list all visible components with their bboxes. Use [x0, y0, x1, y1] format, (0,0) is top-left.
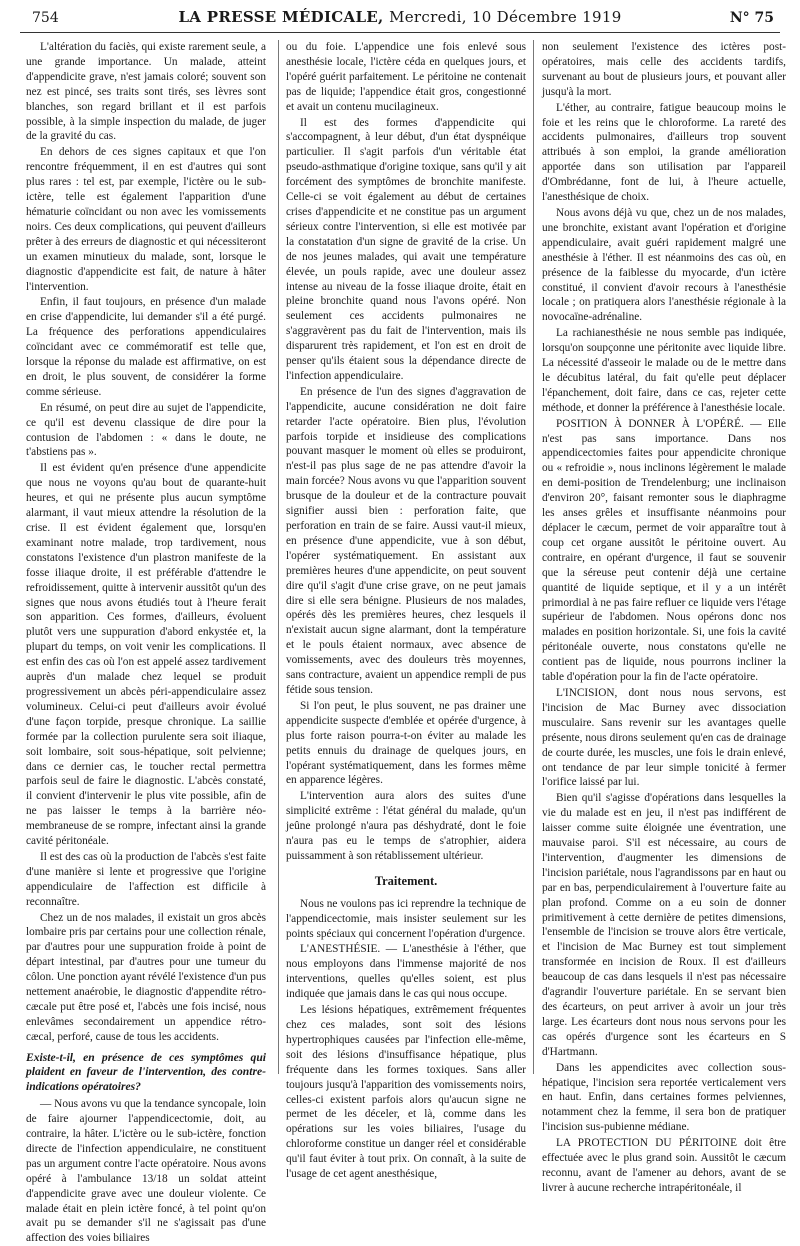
- paragraph: L'INCISION, dont nous nous servons, est l'incision de Mac Burney avec dissociation musculaire. Sans revenir sur les avantages quelle présente, nous dirons seulement qu'en cas de drainage de courte durée, les muscles, une fois le drain enlevé, ont tendance de par leur simple tonicité à fermer l'orifice laissé par lui.: [542, 686, 786, 789]
- paragraph: En dehors de ces signes capitaux et que l'on rencontre fréquemment, il en est d'autres qui sont plus rares : tel est, par exemple, l'ictère ou le sub-ictère, telle est également l'apparition d'une hématurie coïncidant ou non avec les vomissements noirs. Ces deux complications, qui peuvent d'ailleurs prêter à des erreurs de diagnostic et qui nécessiteront un examen minutieux du malade, sont, lorsque le diagnostic d'appendicite est fait, de nature à hâter l'intervention.: [26, 146, 266, 293]
- column-1: [26, 40, 266, 1245]
- paragraph: Dans les appendicites avec collection sous-hépatique, l'incision sera reportée verticalement vers en haut. Enfin, dans certaines formes pelviennes, notamment chez la femme, il sera bon de pratiquer l'incision sus-pubienne médiane.: [542, 1061, 786, 1134]
- paragraph: En présence de l'un des signes d'aggravation de l'appendicite, aucune considération ne doit faire retarder l'acte opératoire. Bien plus, l'évolution parfois torpide et insidieuse des complications pouvant masquer le moment où elles se produiront, n'est-il pas plus sage de ne pas attendre d'avoir la main forcée? Nous avons vu que l'apparition souvent brusque de la douleur et de la contracture pouvait signifier aussi bien : perforation faite, que perforation en train de se faire. Aussi vaut-il mieux, en présence d'une appendicite, vue à son début, l'opérer systématiquement. En assistant aux premières heures d'une appendicite, on peut souvent dire qu'il s'agit d'une crise grave, on ne peut jamais dire si elle sera bénigne. Plusieurs de nos malades, opérés dès les premières heures, chez lesquels il n'existait aucun signe alarmant, dont la température et le pouls étaient normaux, avec absence de vomissements, avec des douleurs très moyennes, sans contracture, avaient un appendice rempli de pus fétide sous tension.: [286, 385, 526, 696]
- page-header: [20, 6, 780, 33]
- paragraph: Enfin, il faut toujours, en présence d'un malade en crise d'appendicite, lui demander s'il a été purgé. La fréquence des perforations appendiculaires coïncidant avec ce commémoratif est telle que, lorsque la réponse du malade est affirmative, on est en droit, le plus souvent, de considérer la forme comme sérieuse.: [26, 296, 266, 398]
- page-number: 754: [32, 10, 59, 26]
- paragraph: ou du foie. L'appendice une fois enlevé sous anesthésie locale, l'ictère céda en quelques jours, et l'opéré guérit parfaitement. Le péritoine ne contenait pas de liquide; l'appendice était gros, congestionné et avait un contenu mucilagineux.: [286, 41, 526, 113]
- column-divider: [533, 40, 534, 1074]
- section-heading: Traitement.: [374, 873, 438, 888]
- journal-title: [20, 8, 780, 26]
- paragraph: Nous avons déjà vu que, chez un de nos malades, une bronchite, existant avant l'opération et d'origine appendiculaire, avait guéri rapidement malgré une anesthésie à l'éther. Il est néanmoins des cas où, en présence de la faiblesse du myocarde, d'un ictère constitué, il convient d'avoir recours à l'anesthésie locale ; on pratiquera alors l'anesthésie régionale à la novocaïne-adrénaline.: [542, 206, 786, 324]
- column-2: [286, 40, 526, 1181]
- paragraph: LA PROTECTION DU PÉRITOINE doit être effectuée avec le plus grand soin. Aussitôt le cæcum reconnu, avant de l'amener au dehors, avant de se livrer à aucune recherche intrapéritonéale, il: [542, 1137, 786, 1194]
- column-divider: [278, 40, 279, 1074]
- paragraph: L'éther, au contraire, fatigue beaucoup moins le foie et les reins que le chloroforme. La rareté des accidents pulmonaires, d'ailleurs trop souvent attribués à son emploi, la grande amélioration apportée dans son utilisation par l'appareil d'Ombrédanne, font de lui, à l'heure actuelle, l'anesthésique de choix.: [542, 101, 786, 204]
- issue-date: Mercredi, 10 Décembre 1919: [389, 8, 622, 26]
- paragraph: La rachianesthésie ne nous semble pas indiquée, lorsqu'on soupçonne une péritonite avec liquide libre. La nécessité d'asseoir le malade ou de le mettre dans le décubitus latéral, du fait qu'elle peut déplacer l'épanchement, doit faire, dans ce cas, rejeter cette méthode, et donner la préférence à l'anesthésie locale.: [542, 327, 786, 414]
- paragraph: L'altération du faciès, qui existe rarement seule, a une grande importance. Un malade, atteint d'appendicite grave, n'est jamais coloré; souvent son nez est pincé, ses traits sont tirés, ses lèvres sont blanches, son regard brillant et il est parfois possible, à la simple inspection du malade, de juger de la gravité du cas.: [26, 41, 266, 143]
- paragraph: — Nous avons vu que la tendance syncopale, loin de faire ajourner l'appendicectomie, doit, au contraire, la hâter. L'ictère ou le sub-ictère, fonction directe de l'infection appendiculaire, ne constituent pas un argument contre l'acte opératoire. Nous avons opéré à l'ambulance 13/18 un soldat atteint d'appendicite grave avec une douleur violente. Ce malade était en plein ictère foncé, à tel point qu'on avait pu se demander s'il ne s'agissait pas d'une affection des voies biliaires: [26, 1098, 266, 1245]
- paragraph: L'intervention aura alors des suites d'une simplicité extrême : l'état général du malade, qu'un jeûne prolongé n'aura pas déshydraté, dont le foie n'aura pas eu le temps de s'atrophier, aidera puissamment à son rétablissement ultérieur.: [286, 790, 526, 862]
- paragraph: Il est des cas où la production de l'abcès s'est faite d'une manière si lente et progressive que l'origine appendiculaire de l'affection est difficile à reconnaître.: [26, 850, 266, 908]
- paragraph: POSITION À DONNER À L'OPÉRÉ. — Elle n'est pas sans importance. Dans nos appendicectomies faites pour appendicite chronique ou « refroidie », nous inclinons légèrement le malade en demi-position de Trendelenburg; une inclinaison d'environ 20°, faisant remonter sous le diaphragme les anses grêles et insuffisante néanmoins pour déplacer le cæcum, permet de voir apparaître tout à coup cet organe aussitôt le péritoine ouvert. Au contraire, en opérant d'urgence, il faut se souvenir que la séreuse peut contenir déjà une certaine quantité de liquide septique, et il y a un intérêt primordial à ne pas faire refluer ce liquide vers l'étage supérieur de l'abdomen. Nous opérons donc nos malades en position horizontale. Si, une fois la cavité péritonéale ouverte, nous constatons qu'elle ne contient pas de liquide, nous pourrons incliner la table d'opération pour la fin de l'acte opératoire.: [542, 417, 786, 684]
- paragraph: Chez un de nos malades, il existait un gros abcès lombaire pris par certains pour une collection rénale, par d'autres pour une suppuration froide à point de départ intestinal, par d'autres pour une tumeur du côlon. Une ponction ayant révélé l'existence d'un pus nettement anaérobie, le diagnostic d'appendite rétro-cæcale put être posé et, l'abcès une fois incisé, nous enlevâmes secondairement un appendice rétro-cæcal, perforé, cause de tous les accidents.: [26, 911, 266, 1043]
- paragraph: Il est évident qu'en présence d'une appendicite que nous ne voyons qu'au bout de quarante-huit heures, et qui ne présente plus aucun symptôme alarmant, il vaut mieux attendre la résolution de la crise. Il est évident également que, lorsqu'en examinant notre malade, trop tardivement, nous constatons l'existence d'un plastron manifeste de la fosse iliaque droite, il est préférable d'attendre le refroidissement, quitte à intervenir aussitôt qu'un des signes que nous avons étudiés tout à l'heure ferait son apparition. Ces formes, d'ailleurs, évoluent plutôt vers une suppuration d'abord enkystée et, la plupart du temps, on voit venir les complications. Il est enfin des cas où l'on est appelé assez tardivement auprès d'un malade chez lequel se produit progressivement un abcès péri-appendiculaire assez volumineux. Celui-ci peut d'ailleurs avoir évolué d'une façon torpide, presque chronique. La saillie formée par la collection purulente sera soit iliaque, soit lombaire, soit sous-hépatique, soit pelvienne; dans ce dernier cas, le toucher rectal permettra parfois seul de faire le diagnostic. L'abcès constaté, il convient d'intervenir le plus vite possible, afin de ne pas laisser le temps à la barrière néo-membraneuse de se rompre, infectant ainsi la grande cavité péritonéale.: [26, 462, 266, 848]
- paragraph: Il est des formes d'appendicite qui s'accompagnent, à leur début, d'un état dyspnéique particulier. Il s'agit parfois d'un véritable état pseudo-asthmatique d'origine toxique, sans qu'il y ait forcément des symptômes de bronchite manifeste. Celle-ci se voit également au début de certaines crises d'appendicite et ne constitue pas un argument sérieux contre l'intervention, si elle est motivée par la constatation d'un signe de gravité de la crise. Un de nos jeunes malades, qui avait une température élevée, un pouls rapide, avec une douleur assez intense au niveau de la fosse iliaque droite, était en pleine bronchite quand nous l'avons opéré. Non seulement ces accidents pulmonaires ne s'aggravèrent pas du fait de l'intervention, mais ils disparurent très rapidement, et l'on est en droit de penser qu'ils étaient sous la dépendance directe de l'infection appendiculaire.: [286, 116, 526, 382]
- paragraph: Nous ne voulons pas ici reprendre la technique de l'appendicectomie, mais insister seulement sur les points spéciaux qui concernent l'opération d'urgence.: [286, 897, 526, 940]
- paragraph: Si l'on peut, le plus souvent, ne pas drainer une appendicite suspecte d'emblée et opérée d'urgence, à plus forte raison pourra-t-on éviter au malade les petits ennuis du drainage de quelques jours, en l'opérant systématiquement, dans les formes même en apparence légères.: [286, 699, 526, 787]
- column-3: [542, 40, 786, 1194]
- paragraph: Bien qu'il s'agisse d'opérations dans lesquelles la vie du malade est en jeu, il n'est pas indifférent de laisser comme suite éloignée une éventration, une mauvaise paroi. S'il est nécessaire, au cours de l'intervention, d'augmenter les dimensions de l'incision pariétale, nous l'agrandissons par en haut ou par en bas, perpendiculairement à l'ouverture faite au plan profond. Comme on a eu soin de donner primitivement à cette dernière de petites dimensions, l'ensemble de l'incision se trouve alors être verticale, et l'incision de Mac Burney est tout simplement transformée en incision de Roux. Il est d'ailleurs beaucoup de cas dans lesquels il n'est pas nécessaire d'agrandir l'ouverture pariétale. En se servant bien des écarteurs, on peut arriver à avoir un jour très large. Les écarteurs dont nous nous servons pour les cas opérés d'urgence sont les écarteurs en S d'Hartmann.: [542, 792, 786, 1058]
- section-heading: Existe-t-il, en présence de ces symptômes qui plaident en faveur de l'intervention, des contre-indications opératoires?: [26, 1050, 266, 1093]
- issue-number: N° 75: [729, 10, 774, 26]
- paragraph: non seulement l'existence des ictères post-opératoires, mais celle des accidents tardifs, survenant au bout de plusieurs jours, et pouvant aller jusqu'à la mort.: [542, 41, 786, 98]
- journal-name: LA PRESSE MÉDICALE,: [178, 8, 384, 26]
- paragraph: En résumé, on peut dire au sujet de l'appendicite, ce qu'il est devenu classique de dire pour la contusion de l'abdomen : « dans le doute, ne t'abstiens pas ».: [26, 401, 266, 459]
- paragraph: Les lésions hépatiques, extrêmement fréquentes chez ces malades, sont soit des lésions hypertrophiques causées par l'infection elle-même, soit des lésions d'insuffisance hépatique, plus fréquente dans les formes toxiques. Sans aller toujours jusqu'à l'apparition des vomissements noirs, celles-ci existent parfois alors qu'aucun signe ne permet de les déceler, et là, comme dans les opérations sur les voies biliaires, l'usage du chloroforme constitue un danger réel et considérable qu'il faut éviter à tout prix. On connaît, à la suite de l'usage de cet agent anesthésique,: [286, 1004, 526, 1181]
- paragraph: L'ANESTHÉSIE. — L'anesthésie à l'éther, que nous employons dans l'immense majorité de nos interventions, quelles qu'elles soient, est plus indiquée que jamais dans le cas qui nous occupe.: [286, 943, 526, 1001]
